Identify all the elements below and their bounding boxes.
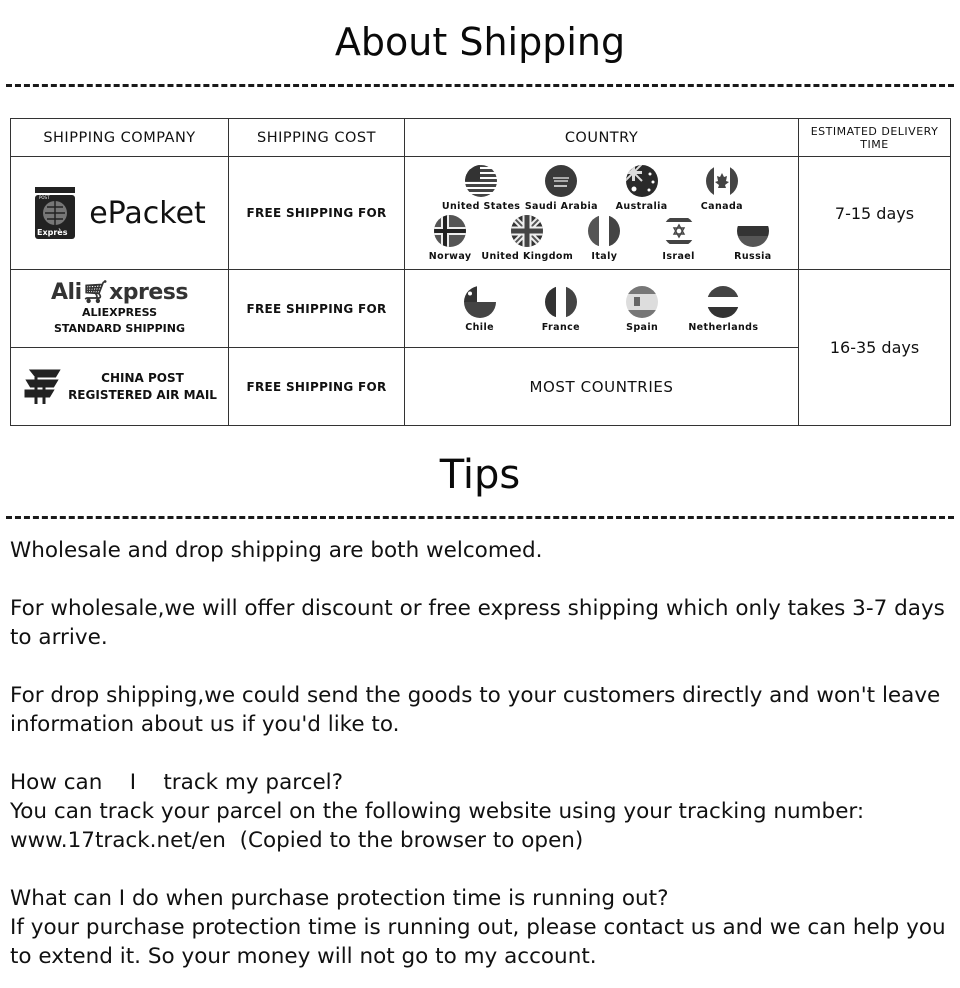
- country-united-kingdom: United Kingdom: [487, 214, 567, 262]
- italy-flag-icon: [587, 214, 621, 248]
- dashed-divider: [6, 84, 954, 87]
- country-france: France: [521, 285, 601, 333]
- delivery-aliexpress-chinapost: 16-35 days: [799, 270, 951, 426]
- country-saudi-arabia: Saudi Arabia: [521, 164, 601, 212]
- tip-question: What can I do when purchase protection time is running out?: [10, 886, 669, 911]
- table-header-row: [11, 119, 951, 157]
- epacket-logo-icon: [33, 185, 77, 241]
- country-netherlands: Netherlands: [683, 285, 763, 333]
- tip-paragraph: You can track your parcel on the following website using your tracking number:: [10, 799, 865, 824]
- header-delivery-time: ESTIMATED DELIVERY TIME: [799, 119, 951, 157]
- svg-text:POST: POST: [39, 195, 50, 200]
- chinapost-line1: CHINA POST: [101, 370, 184, 385]
- cost-chinapost: FREE SHIPPING FOR: [229, 348, 405, 426]
- cost-aliexpress: FREE SHIPPING FOR: [229, 270, 405, 348]
- israel-flag-icon: [662, 214, 696, 248]
- country-italy: Italy: [567, 214, 641, 262]
- header-shipping-cost: SHIPPING COST: [229, 119, 405, 157]
- countries-epacket: [405, 157, 799, 270]
- countries-chinapost: MOST COUNTRIES: [405, 348, 799, 426]
- dashed-divider: [6, 516, 954, 519]
- country-australia: Australia: [602, 164, 682, 212]
- aliexpress-sub2: STANDARD SHIPPING: [53, 322, 186, 335]
- chinapost-line2: REGISTERED AIR MAIL: [68, 387, 217, 402]
- country-israel: Israel: [642, 214, 716, 262]
- country-united-states: United States: [441, 164, 521, 212]
- country-spain: Spain: [602, 285, 682, 333]
- netherlands-flag-icon: [706, 285, 740, 319]
- aliexpress-logo: Ali🛒︎xpress: [51, 280, 188, 305]
- spain-flag-icon: [625, 285, 659, 319]
- tip-paragraph: For wholesale,we will offer discount or free express shipping which only takes 3-7 days to arrive.: [10, 596, 945, 650]
- us-flag-icon: [464, 164, 498, 198]
- cart-icon: 🛒︎: [81, 280, 110, 305]
- company-chinapost: [11, 348, 229, 426]
- tips-title: Tips: [439, 452, 521, 498]
- table-row-aliexpress: [11, 270, 951, 348]
- country-canada: Canada: [682, 164, 762, 212]
- tracking-url: www.17track.net/en (Copied to the browser to open): [10, 828, 584, 853]
- tip-paragraph: For drop shipping,we could send the goods to your customers directly and won't leave information about us if you'd like to.: [10, 683, 941, 737]
- cost-epacket: FREE SHIPPING FOR: [229, 157, 405, 270]
- tip-paragraph: Wholesale and drop shipping are both welcomed.: [10, 538, 543, 563]
- country-chile: Chile: [440, 285, 520, 333]
- france-flag-icon: [544, 285, 578, 319]
- chile-flag-icon: [463, 285, 497, 319]
- shipping-table: [10, 118, 951, 426]
- tips-text: [10, 536, 950, 971]
- svg-text:Exprès: Exprès: [37, 228, 68, 237]
- countries-aliexpress: [405, 270, 799, 348]
- tip-question: How can I track my parcel?: [10, 770, 344, 795]
- delivery-epacket: 7-15 days: [799, 157, 951, 270]
- china-post-logo-icon: [22, 367, 62, 407]
- norway-flag-icon: [433, 214, 467, 248]
- australia-flag-icon: [625, 164, 659, 198]
- russia-flag-icon: [736, 214, 770, 248]
- epacket-name: ePacket: [89, 195, 206, 231]
- header-shipping-company: SHIPPING COMPANY: [11, 119, 229, 157]
- table-row-epacket: [11, 157, 951, 270]
- company-aliexpress: [11, 270, 229, 348]
- aliexpress-sub1: ALIEXPRESS: [81, 306, 157, 319]
- page-title: About Shipping: [334, 20, 626, 64]
- company-epacket: [11, 157, 229, 270]
- tip-paragraph: If your purchase protection time is running out, please contact us and we can help you to extend it. So your money will not go to my account.: [10, 915, 946, 969]
- uk-flag-icon: [510, 214, 544, 248]
- country-russia: Russia: [716, 214, 790, 262]
- header-country: COUNTRY: [405, 119, 799, 157]
- country-norway: Norway: [413, 214, 487, 262]
- canada-flag-icon: [705, 164, 739, 198]
- saudi-flag-icon: [544, 164, 578, 198]
